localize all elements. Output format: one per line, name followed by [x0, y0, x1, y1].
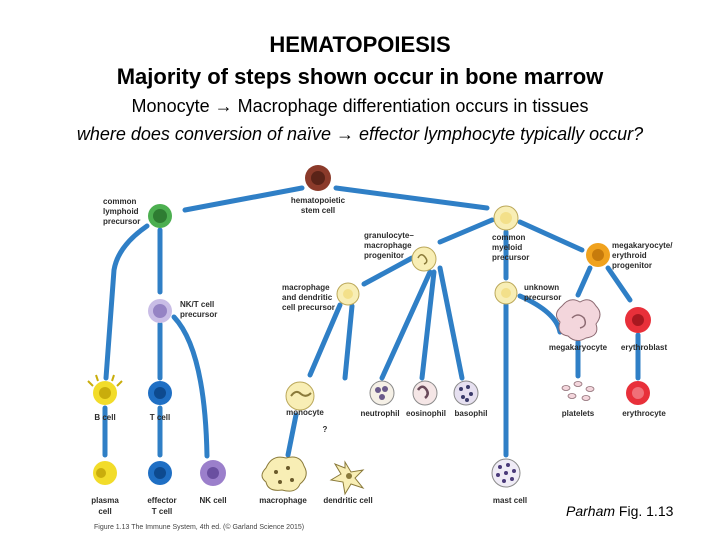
- t-cell: [148, 381, 172, 405]
- common-myeloid-precursor: [494, 206, 518, 230]
- nkt-label-2: precursor: [180, 310, 218, 319]
- plasma-label-2: cell: [98, 507, 112, 516]
- citation-figure: Fig. 1.13: [615, 503, 674, 519]
- megakaryocyte-cell: [556, 300, 600, 341]
- svg-text:commonmyeloidprecursor: [492, 233, 529, 262]
- cmp-label-3: precursor: [492, 253, 530, 262]
- hematopoietic-stem-cell: [305, 165, 331, 191]
- megakaryocyte-label: megakaryocyte: [548, 343, 608, 352]
- mast-cell: [492, 459, 520, 487]
- mdc-label-2: and dendritic: [282, 293, 333, 302]
- granulocyte-macrophage-progenitor: [412, 247, 436, 271]
- platelets-cells: [562, 382, 594, 401]
- citation: [566, 503, 673, 519]
- basophil-cell: [454, 381, 478, 405]
- svg-text:commonlymphoidprecursor: [103, 197, 140, 226]
- dendritic-label: dendritic cell: [323, 496, 373, 505]
- unknown-step-label: ?: [322, 425, 328, 434]
- page-title: HEMATOPOIESIS: [269, 32, 451, 57]
- svg-text:megakaryocyte/erythroidprogeni: [612, 241, 673, 270]
- erythrocyte-label: erythrocyte: [622, 409, 666, 418]
- clp-label-2: lymphoid: [103, 207, 139, 216]
- nk-cell: [200, 460, 226, 486]
- mast-cell-label: mast cell: [492, 496, 528, 505]
- svg-text:hematopoieticstem cell: [291, 196, 346, 215]
- common-lymphoid-precursor: [148, 204, 172, 228]
- svg-text:effectorT cell: [147, 496, 176, 516]
- erythroblast-cell: [625, 307, 651, 333]
- t-cell-label: T cell: [149, 413, 171, 422]
- nk-cell-label: NK cell: [199, 496, 227, 505]
- monocyte-cell: [286, 382, 314, 410]
- mep-label-3: progenitor: [612, 261, 652, 270]
- effector-label-1: effector: [147, 496, 177, 505]
- unknown-label-2: precursor: [524, 293, 562, 302]
- svg-text:macrophageand dendriticcell pr: [282, 283, 335, 312]
- mep-label-1: megakaryocyte/: [612, 241, 673, 250]
- clp-label-1: common: [103, 197, 137, 206]
- monocyte-label: monocyte: [286, 408, 324, 417]
- b-cell-label: B cell: [94, 413, 116, 422]
- macrophage-dendritic-precursor: [337, 283, 359, 305]
- unknown-precursor: [495, 282, 517, 304]
- mep-label-2: erythroid: [612, 251, 647, 260]
- note-monocyte: Monocyte → Macrophage differentiation occurs in tissues: [131, 96, 589, 116]
- stem-label-2: stem cell: [300, 206, 336, 215]
- nkt-label-1: NK/T cell: [180, 300, 215, 309]
- eosinophil-cell: [413, 381, 437, 405]
- clp-label-3: precursor: [103, 217, 141, 226]
- neutrophil-label: neutrophil: [360, 409, 400, 418]
- nkt-precursor: [148, 299, 172, 323]
- dendritic-cell: [331, 462, 363, 494]
- citation-author: Parham: [566, 503, 616, 519]
- cmp-label-1: common: [492, 233, 526, 242]
- neutrophil-cell: [370, 381, 394, 405]
- eosinophil-label: eosinophil: [406, 409, 446, 418]
- basophil-label: basophil: [454, 409, 488, 418]
- plasma-cell: [93, 461, 117, 485]
- unknown-label-1: unknown: [524, 283, 560, 292]
- question-lymphocyte: where does conversion of naïve → effector lymphocyte typically occur?: [76, 124, 644, 144]
- macrophage-cell: [262, 457, 306, 491]
- effector-label-2: T cell: [151, 507, 173, 516]
- gmp-label-3: progenitor: [364, 251, 404, 260]
- mdc-label-3: cell precursor: [282, 303, 335, 312]
- erythroblast-label: erythroblast: [620, 343, 668, 352]
- platelets-label: platelets: [561, 409, 595, 418]
- page-subtitle: Majority of steps shown occur in bone marrow: [116, 64, 604, 89]
- figure-credit: Figure 1.13 The Immune System, 4th ed. (© Garland Science 2015): [94, 524, 305, 531]
- erythrocyte-cell: [626, 381, 650, 405]
- gmp-label-2: macrophage: [364, 241, 412, 250]
- cmp-label-2: myeloid: [492, 243, 523, 252]
- svg-text:granulocyte–macrophageprogenit: [364, 231, 414, 260]
- stem-label-1: hematopoietic: [290, 196, 346, 205]
- mdc-label-1: macrophage: [282, 283, 330, 292]
- svg-text:plasmacell: [91, 496, 119, 516]
- effector-t-cell: [148, 461, 172, 485]
- plasma-label-1: plasma: [91, 496, 119, 505]
- gmp-label-1: granulocyte–: [364, 231, 414, 240]
- megakaryocyte-erythroid-progenitor: [586, 243, 610, 267]
- svg-text:unknownprecursor: [524, 283, 561, 302]
- svg-text:NK/T cellprecursor: [180, 300, 217, 319]
- macrophage-label: macrophage: [259, 496, 307, 505]
